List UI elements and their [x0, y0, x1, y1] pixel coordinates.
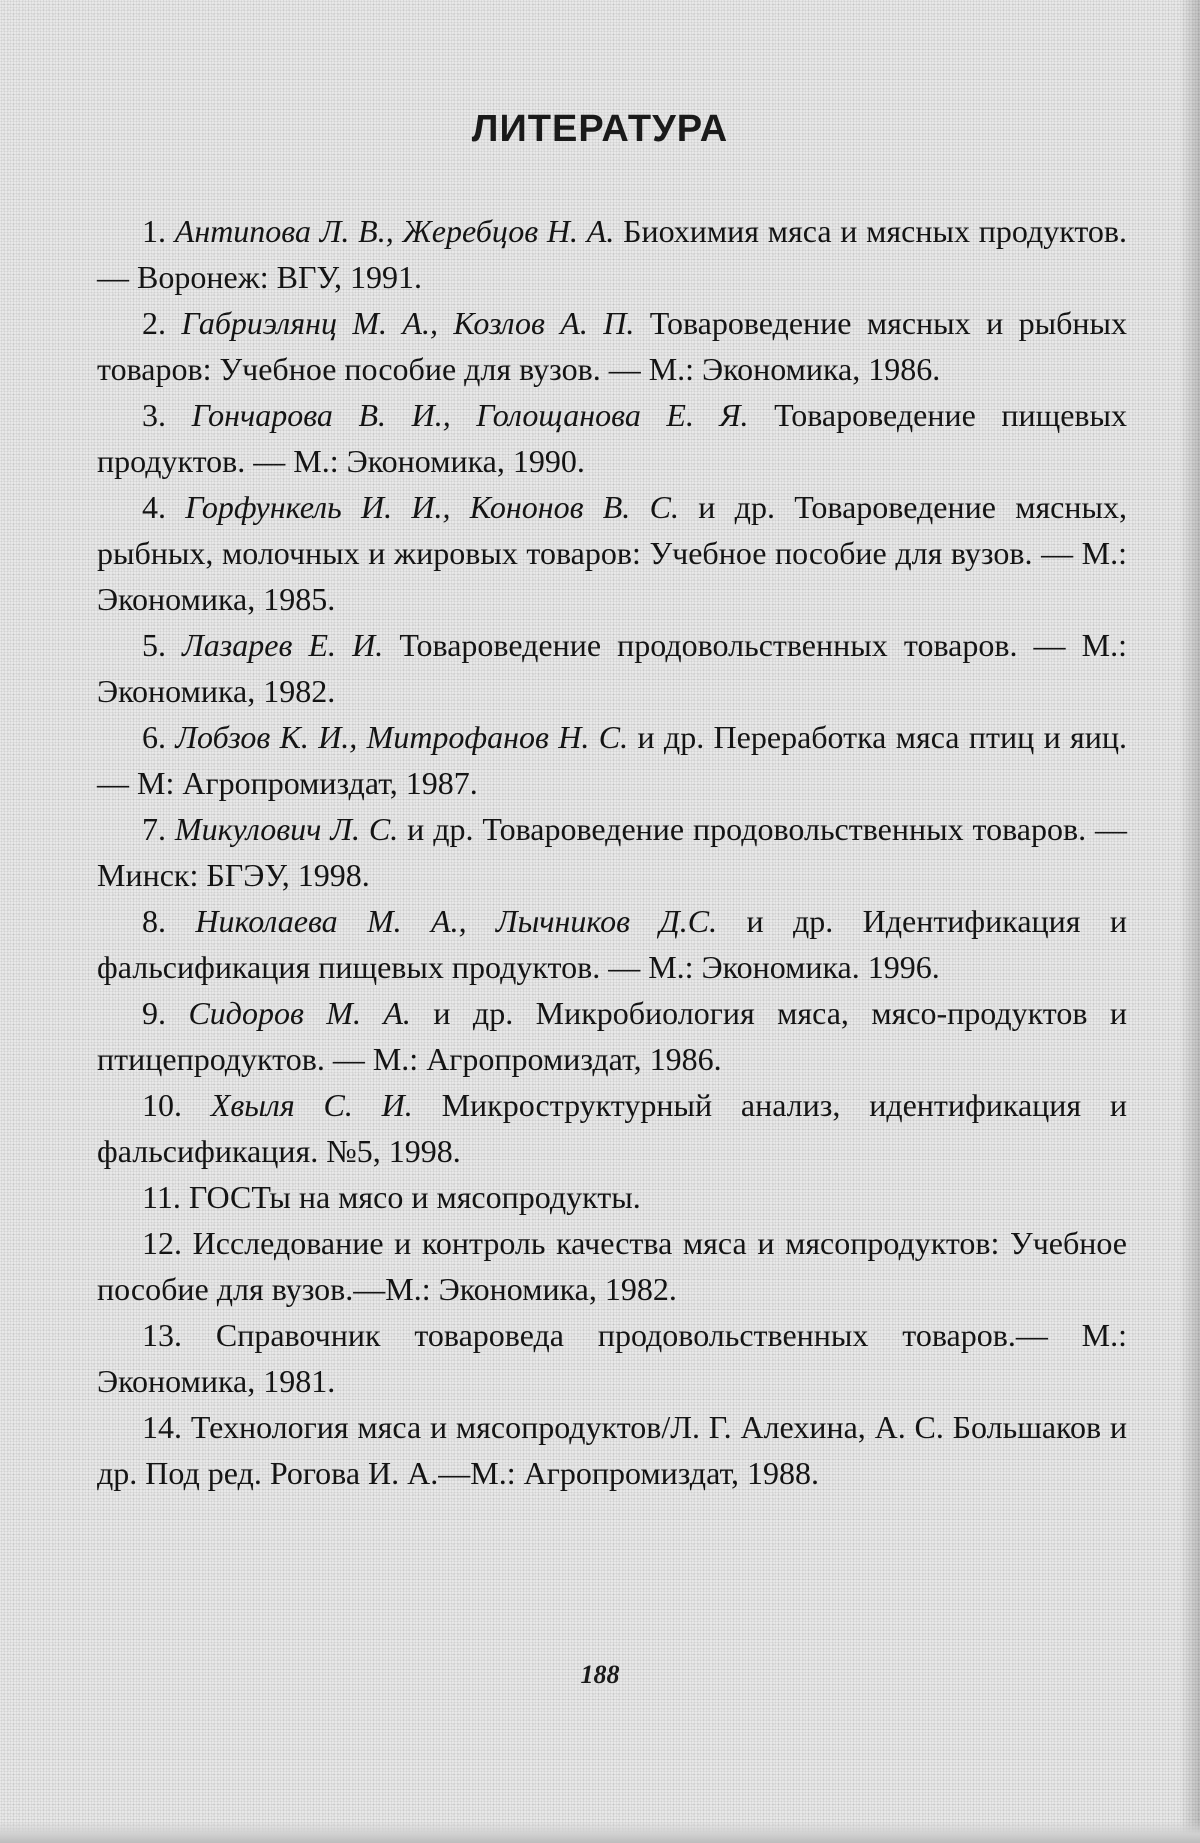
- entry-number: 2.: [142, 305, 166, 341]
- bibliography-entry: [97, 898, 1127, 990]
- entry-number: 10.: [142, 1087, 182, 1123]
- book-page: [0, 0, 1200, 1843]
- bibliography-entry: [97, 1404, 1127, 1496]
- bibliography-entry: [97, 392, 1127, 484]
- entry-number: 7.: [142, 811, 166, 847]
- entry-text: и др. Товароведение продовольственных товаров. — Минск: БГЭУ, 1998.: [97, 811, 1127, 893]
- entry-number: 9.: [142, 995, 166, 1031]
- bibliography-entry: [97, 1312, 1127, 1404]
- bibliography-entry: [97, 300, 1127, 392]
- entry-text: и др. Микробиология мяса, мясо-продуктов и птицепродуктов. — М.: Агропромиздат, 1986.: [97, 995, 1127, 1077]
- entry-text: Биохимия мяса и мясных продуктов. — Воронеж: ВГУ, 1991.: [97, 213, 1127, 295]
- entry-text: и др. Переработка мяса птиц и яиц. — М: Агропромиздат, 1987.: [97, 719, 1127, 801]
- entry-author: Горфункель И. И., Кононов В. С.: [185, 489, 679, 525]
- bibliography-entry: [97, 990, 1127, 1082]
- entry-number: 8.: [142, 903, 166, 939]
- bibliography-entry: [97, 484, 1127, 622]
- bibliography-entry: [97, 806, 1127, 898]
- entry-number: 6.: [142, 719, 166, 755]
- bibliography-entry: [97, 208, 1127, 300]
- entry-number: 3.: [142, 397, 166, 433]
- entry-text: Товароведение мясных и рыбных товаров: Учебное пособие для вузов. — М.: Экономика, 1986.: [97, 305, 1127, 387]
- entry-author: Сидоров М. А.: [188, 995, 411, 1031]
- entry-author: Гончарова В. И., Голощанова Е. Я.: [192, 397, 749, 433]
- entry-text: Товароведение пищевых продуктов. — М.: Экономика, 1990.: [97, 397, 1127, 479]
- entry-text: и др. Товароведение мясных, рыбных, молочных и жировых товаров: Учебное пособие для вузов. — М.: Экономика, 1985.: [97, 489, 1127, 617]
- entry-text: Товароведение продовольственных товаров. — М.: Экономика, 1982.: [97, 627, 1127, 709]
- entry-number: 4.: [142, 489, 166, 525]
- page-title: ЛИТЕРАТУРА: [0, 108, 1200, 151]
- entry-number: 14.: [142, 1409, 182, 1445]
- entry-author: Лазарев Е. И.: [182, 627, 383, 663]
- entry-text: Исследование и контроль качества мяса и мясопродуктов: Учебное пособие для вузов.—М.: Экономика, 1982.: [97, 1225, 1127, 1307]
- bibliography-entry: [97, 1220, 1127, 1312]
- bibliography-entry: [97, 1174, 1127, 1220]
- entry-text: Микроструктурный анализ, идентификация и фальсификация. №5, 1998.: [97, 1087, 1127, 1169]
- entry-number: 11.: [142, 1179, 181, 1215]
- entry-author: Антипова Л. В., Жеребцов Н. А.: [175, 213, 615, 249]
- entry-author: Микулович Л. С.: [175, 811, 398, 847]
- entry-text: ГОСТы на мясо и мясопродукты.: [189, 1179, 641, 1215]
- entry-number: 13.: [142, 1317, 182, 1353]
- bibliography-list: [97, 208, 1127, 1496]
- page-edge-shadow: [1180, 0, 1200, 1843]
- bibliography-entry: [97, 622, 1127, 714]
- entry-author: Лобзов К. И., Митрофанов Н. С.: [175, 719, 628, 755]
- page-bottom-edge: [0, 1821, 1200, 1843]
- entry-number: 12.: [142, 1225, 182, 1261]
- entry-author: Габриэлянц М. А., Козлов А. П.: [181, 305, 634, 341]
- bibliography-entry: [97, 714, 1127, 806]
- entry-text: Справочник товароведа продовольственных товаров.— М.: Экономика, 1981.: [97, 1317, 1127, 1399]
- page-number: 188: [0, 1660, 1200, 1690]
- entry-number: 1.: [142, 213, 166, 249]
- entry-number: 5.: [142, 627, 166, 663]
- entry-author: Николаева М. А., Лычников Д.С.: [195, 903, 717, 939]
- entry-text: и др. Идентификация и фальсификация пищевых продуктов. — М.: Экономика. 1996.: [97, 903, 1127, 985]
- bibliography-entry: [97, 1082, 1127, 1174]
- entry-author: Хвыля С. И.: [211, 1087, 413, 1123]
- entry-text: Технология мяса и мясопродуктов/Л. Г. Алехина, А. С. Большаков и др. Под ред. Рогова И. А.—М.: Агропромиздат, 1988.: [97, 1409, 1127, 1491]
